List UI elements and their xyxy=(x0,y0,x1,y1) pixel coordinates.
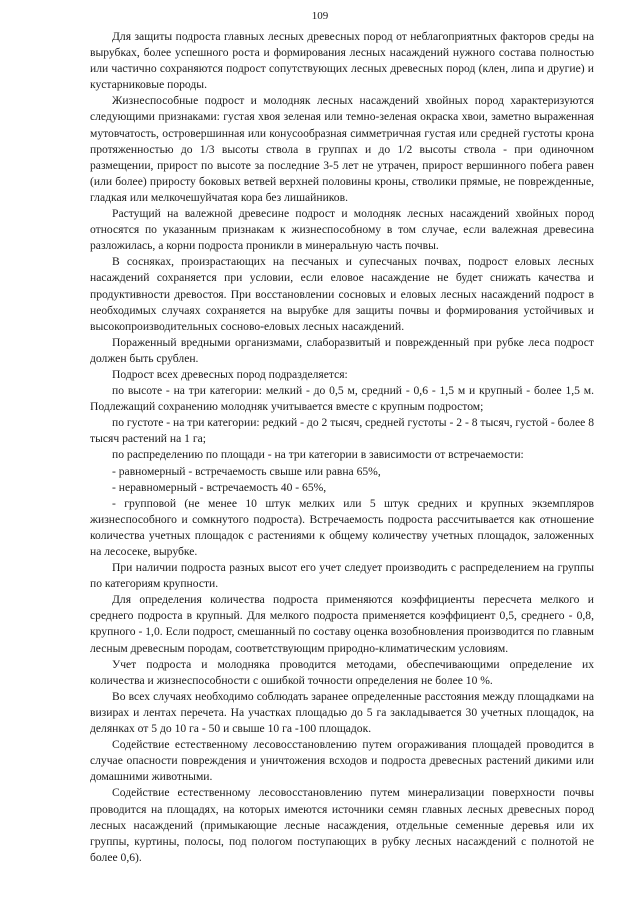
page-number: 109 xyxy=(311,10,329,22)
paragraph-by-density: по густоте - на три категории: редкий - до 2 тысяч, средней густоты - 2 - 8 тысяч, густой - более 8 тысяч растений на 1 га; xyxy=(90,416,594,446)
list-item-uniform: - равномерный - встречаемость свыше или равна 65%, xyxy=(112,464,381,478)
paragraph-classification-intro: Подрост всех древесных пород подразделяется: xyxy=(112,367,348,381)
paragraph-by-distribution: по распределению по площади - на три категории в зависимости от встречаемости: xyxy=(112,448,524,462)
paragraph-viable-conifer-signs: Жизнеспособные подрост и молодняк лесных насаждений хвойных пород характеризуются следующими признаками: густая хвоя зеленая или темно-зеленая окраска хвои, заметно выраженная мутовчатость, островершинная или конусообразная симметричная густая или средней густоты крона протяженностью до 1/3 высоты ствола в группах и до 1/2 высоты ствола - при одиночном размещении, прирост по высоте за последние 3-5 лет не утрачен, прирост вершинного побега равен (или более) приросту боковых ветвей верхней половины кроны, стволики прямые, не поврежденные, гладкая или мелкочешуйчатая кора без лишайников. xyxy=(90,94,594,204)
paragraph-fencing: Содействие естественному лесовосстановлению путем огораживания площадей проводится в случае опасности повреждения и уничтожения всходов и подроста древесных растений дикими или домашними животными. xyxy=(90,738,594,784)
paragraph-conversion-coefficients: Для определения количества подроста применяются коэффициенты пересчета мелкого и среднего подроста в крупный. Для мелкого подроста применяется коэффициент 0,5, среднего - 0,8, крупного - 1,0. Если подрост, смешанный по составу оценка возобновления производится по главным лесным древесным породам, соответствующим природно-климатическим условиям. xyxy=(90,593,594,655)
paragraph-understory-protection: Для защиты подроста главных лесных древесных пород от неблагоприятных факторов среды на вырубках, более успешного роста и формирования лесных насаждений нужного состава полностью или частично сохраняются подрост сопутствующих лесных древесных пород (клен, липа и другие) и кустарниковые породы. xyxy=(90,30,594,92)
paragraph-plot-spacing: Во всех случаях необходимо соблюдать заранее определенные расстояния между площадками на визирах и лентах перечета. На участках площадью до 5 га закладывается 30 учетных площадок, на делянках от 5 до 10 га - 50 и свыше 10 га -100 площадок. xyxy=(90,689,594,736)
paragraph-mixed-heights: При наличии подроста разных высот его учет следует производить с распределением на группы по категориям крупности. xyxy=(90,561,594,591)
paragraph-accounting-methods: Учет подроста и молодняка проводится методами, обеспечивающими определение их количества и жизнеспособности с ошибкой точности определения не более 10 %. xyxy=(90,657,594,687)
paragraph-pine-spruce: В сосняках, произрастающих на песчаных и супесчаных почвах, подрост еловых лесных насаждений сохраняется при условии, если еловое насаждение не будет снижать качества и продуктивности древостоя. При восстановлении сосновых и еловых лесных насаждений подрост в необходимых случаях сохраняется на вырубке для защиты почвы и формирования устойчивых и высокопроизводительных сосново-еловых лесных насаждений. xyxy=(90,255,594,333)
paragraph-by-height: по высоте - на три категории: мелкий - до 0,5 м, средний - 0,6 - 1,5 м и крупный - более 1,5 м. Подлежащий сохранению молодняк учитывается вместе с крупным подростом; xyxy=(90,384,594,414)
list-item-group: - групповой (не менее 10 штук мелких или 5 штук средних и крупных экземпляров жизнеспособного и сомкнутого подроста). Встречаемость подроста рассчитывается как отношение количества учетных площадок с растениями к общему количеству учетных площадок, заложенных на лесосеке, вырубке. xyxy=(90,496,594,558)
paragraph-damaged-understory: Пораженный вредными организмами, слаборазвитый и поврежденный при рубке леса подрост должен быть срублен. xyxy=(90,335,594,365)
paragraph-deadwood-growth: Растущий на валежной древесине подрост и молодняк лесных насаждений хвойных пород относятся по указанным признакам к жизнеспособному в том случае, если валежная древесина разложилась, а корни подроста проникли в минеральную часть почвы. xyxy=(90,207,594,253)
paragraph-soil-mineralization: Содействие естественному лесовосстановлению путем минерализации поверхности почвы проводится на площадях, на которых имеются источники семян главных лесных древесных пород лесных насаждений (примыкающие лесные насаждения, отдельные семенные деревья или их группы, куртины, полосы, под пологом поступающих в рубку лесных насаждений с полнотой не более 0,6). xyxy=(90,786,594,864)
page-body xyxy=(90,29,594,866)
list-item-uneven: - неравномерный - встречаемость 40 - 65%, xyxy=(112,480,327,494)
